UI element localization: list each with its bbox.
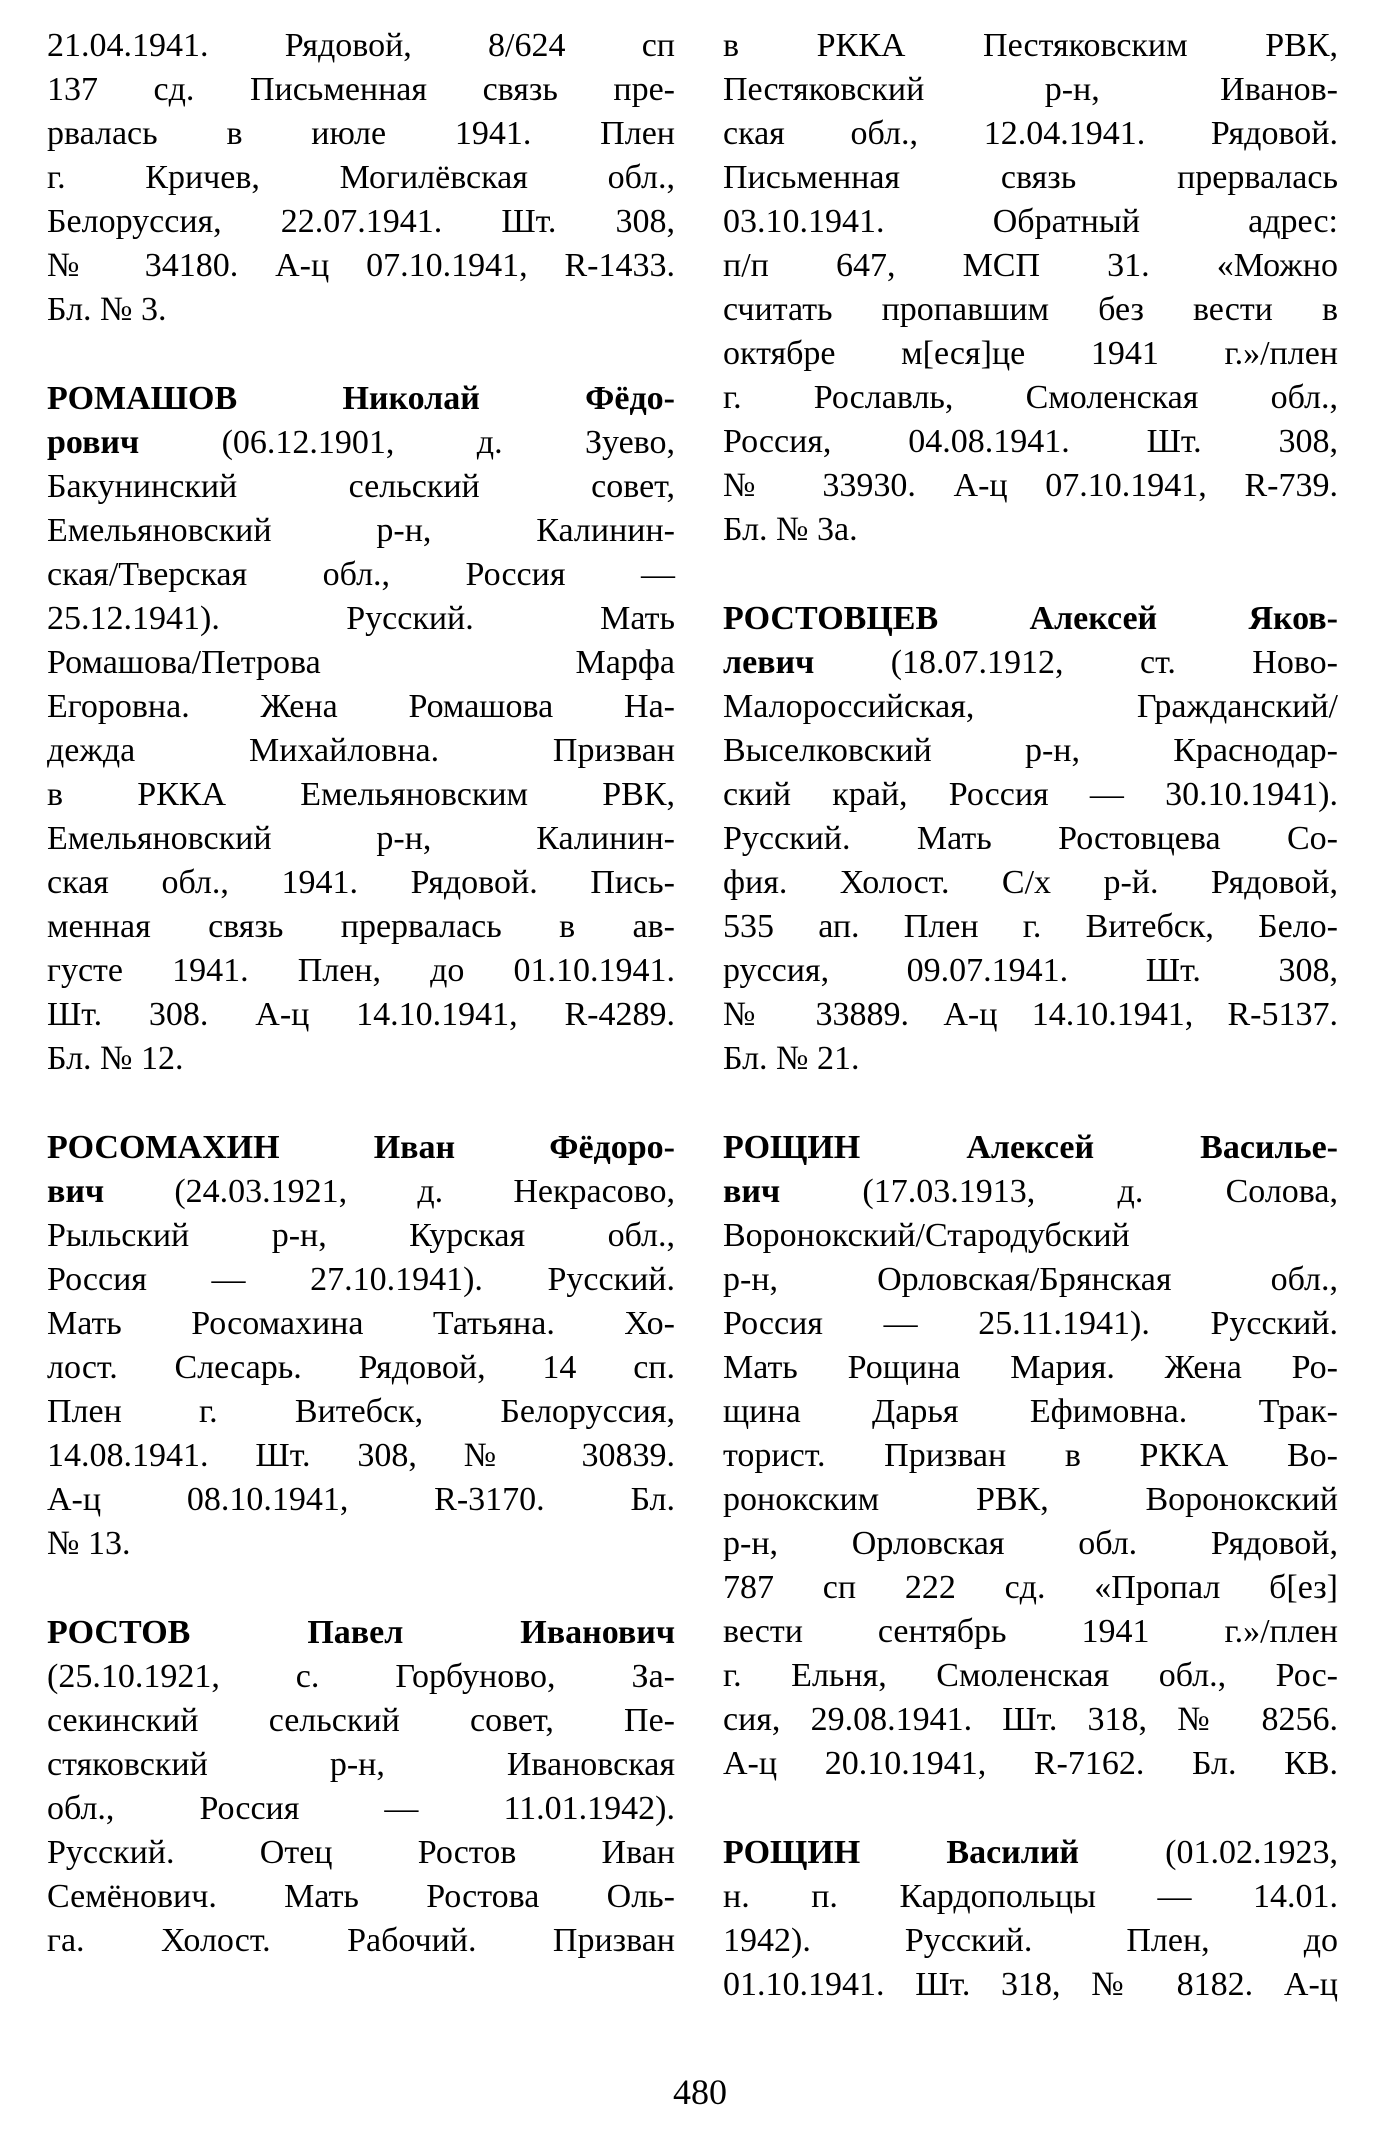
entry-text: Россия, 04.08.1941. Шт. 308,: [723, 423, 1338, 460]
entry-text: Бакунинский сельский совет,: [47, 468, 675, 505]
column: [723, 24, 1338, 2007]
text-line: [723, 729, 1338, 773]
entry-text: Русский. Мать Ростовцева Со-: [723, 820, 1338, 857]
text-line: [47, 861, 675, 905]
text-line: [723, 641, 1338, 685]
entry-text: п/п 647, МСП 31. «Можно: [723, 247, 1338, 284]
text-line: [47, 288, 675, 332]
entry-name-text: рович: [47, 424, 222, 461]
entry-text: Россия — 25.11.1941). Русский.: [723, 1305, 1338, 1342]
text-line: [723, 68, 1338, 112]
text-line: [47, 421, 675, 465]
entry-text: Бл. № 21.: [723, 1040, 860, 1077]
entry-text: ская обл., 12.04.1941. Рядовой.: [723, 115, 1338, 152]
entry-paragraph: [47, 1126, 675, 1566]
entry-paragraph: [723, 597, 1338, 1081]
entry-text: Егоровна. Жена Ромашова На-: [47, 688, 675, 725]
text-line: [723, 685, 1338, 729]
text-line: [723, 24, 1338, 68]
column: [47, 24, 675, 2007]
text-line: [47, 685, 675, 729]
text-line: [47, 949, 675, 993]
entry-text: секинский сельский совет, Пе-: [47, 1702, 675, 1739]
text-line: [723, 244, 1338, 288]
entry-text: Бл. № 3.: [47, 291, 167, 328]
text-line: [723, 200, 1338, 244]
entry-text: 14.08.1941. Шт. 308, № 30839.: [47, 1437, 675, 1474]
text-line: [723, 949, 1338, 993]
text-line: [47, 1611, 675, 1655]
entry-text: № 33889. А-ц 14.10.1941, R-5137.: [723, 996, 1338, 1033]
text-line: [47, 553, 675, 597]
text-line: [47, 905, 675, 949]
entry-text: (01.02.1923,: [1165, 1834, 1338, 1871]
entry-text: Мать Рощина Мария. Жена Ро-: [723, 1349, 1338, 1386]
entry-text: (17.03.1913, д. Солова,: [862, 1173, 1338, 1210]
entry-text: Белоруссия, 22.07.1941. Шт. 308,: [47, 203, 675, 240]
entry-text: № 33930. А-ц 07.10.1941, R-739.: [723, 467, 1338, 504]
text-line: [47, 1037, 675, 1081]
entry-text: менная связь прервалась в ав-: [47, 908, 675, 945]
entry-text: октябре м[еся]це 1941 г.»/плен: [723, 335, 1338, 372]
text-line: [723, 376, 1338, 420]
entry-text: ронокским РВК, Воронокский: [723, 1481, 1338, 1518]
text-line: [47, 993, 675, 1037]
entry-text: Бл. № 3а.: [723, 511, 858, 548]
text-line: [723, 1434, 1338, 1478]
text-line: [723, 861, 1338, 905]
entry-text: Ромашова/Петрова Марфа: [47, 644, 675, 681]
text-line: [47, 597, 675, 641]
text-line: [723, 1566, 1338, 1610]
text-line: [47, 729, 675, 773]
entry-text: Рыльский р-н, Курская обл.,: [47, 1217, 675, 1254]
entry-name-text: РОЩИН Василий: [723, 1834, 1166, 1871]
entry-text: Россия — 27.10.1941). Русский.: [47, 1261, 675, 1298]
text-line: [47, 244, 675, 288]
entry-text: А-ц 20.10.1941, R-7162. Бл. КВ.: [723, 1745, 1338, 1782]
text-line: [47, 465, 675, 509]
text-line: [723, 1522, 1338, 1566]
entry-text: считать пропавшим без вести в: [723, 291, 1338, 328]
text-line: [47, 773, 675, 817]
entry-text: Русский. Отец Ростов Иван: [47, 1834, 675, 1871]
entry-text: Емельяновский р-н, Калинин-: [47, 820, 675, 857]
text-line: [47, 1478, 675, 1522]
entry-name-text: РОМАШОВ Николай Фёдо-: [47, 380, 675, 417]
text-line: [723, 1963, 1338, 2007]
text-line: [723, 1126, 1338, 1170]
text-line: [47, 1258, 675, 1302]
entry-text: А-ц 08.10.1941, R-3170. Бл.: [47, 1481, 675, 1518]
text-line: [723, 156, 1338, 200]
entry-text: руссия, 09.07.1941. Шт. 308,: [723, 952, 1338, 989]
entry-text: 21.04.1941. Рядовой, 8/624 сп: [47, 27, 675, 64]
entry-text: (06.12.1901, д. Зуево,: [221, 424, 675, 461]
text-line: [723, 1875, 1338, 1919]
entry-name-text: вич: [47, 1173, 175, 1210]
entry-text: га. Холост. Рабочий. Призван: [47, 1922, 675, 1959]
entry-text: дежда Михайловна. Призван: [47, 732, 675, 769]
entry-text: 25.12.1941). Русский. Мать: [47, 600, 675, 637]
entry-text: № 34180. А-ц 07.10.1941, R-1433.: [47, 247, 675, 284]
text-line: [47, 1875, 675, 1919]
entry-text: густе 1941. Плен, до 01.10.1941.: [47, 952, 675, 989]
entry-text: г. Кричев, Могилёвская обл.,: [47, 159, 675, 196]
entry-text: обл., Россия — 11.01.1942).: [47, 1790, 675, 1827]
text-line: [723, 993, 1338, 1037]
entry-paragraph: [723, 1126, 1338, 1786]
entry-name-text: вич: [723, 1173, 863, 1210]
entry-text: Мать Росомахина Татьяна. Хо-: [47, 1305, 675, 1342]
text-line: [723, 1346, 1338, 1390]
entry-text: стяковский р-н, Ивановская: [47, 1746, 675, 1783]
entry-text: № 13.: [47, 1525, 131, 1562]
entry-text: 787 сп 222 сд. «Пропал б[ез]: [723, 1569, 1338, 1606]
text-line: [47, 1787, 675, 1831]
text-line: [47, 200, 675, 244]
entry-text: Семёнович. Мать Ростова Оль-: [47, 1878, 675, 1915]
text-line: [723, 464, 1338, 508]
entry-text: (18.07.1912, ст. Ново-: [890, 644, 1339, 681]
text-line: [723, 1698, 1338, 1742]
entry-text: в РККА Емельяновским РВК,: [47, 776, 675, 813]
text-columns: [47, 24, 1338, 2007]
text-line: [47, 1126, 675, 1170]
entry-text: лост. Слесарь. Рядовой, 14 сп.: [47, 1349, 675, 1386]
entry-text: Бл. № 12.: [47, 1040, 184, 1077]
entry-text: Выселковский р-н, Краснодар-: [723, 732, 1338, 769]
text-line: [723, 905, 1338, 949]
text-line: [47, 112, 675, 156]
text-line: [723, 508, 1338, 552]
page-number: 480: [673, 2072, 727, 2112]
text-line: [47, 1743, 675, 1787]
text-line: [723, 1919, 1338, 1963]
entry-paragraph: [723, 1831, 1338, 2007]
text-line: [47, 1831, 675, 1875]
entry-text: Пестяковский р-н, Иванов-: [723, 71, 1338, 108]
text-line: [723, 1258, 1338, 1302]
entry-name-text: РОСОМАХИН Иван Фёдоро-: [47, 1129, 675, 1166]
text-line: [47, 817, 675, 861]
entry-text: ская/Тверская обл., Россия —: [47, 556, 675, 593]
text-line: [47, 1346, 675, 1390]
text-line: [47, 156, 675, 200]
text-line: [47, 1655, 675, 1699]
text-line: [47, 1522, 675, 1566]
entry-paragraph: [47, 1611, 675, 1963]
entry-text: Воронокский/Стародубский: [723, 1217, 1130, 1254]
text-line: [723, 112, 1338, 156]
entry-text: (24.03.1921, д. Некрасово,: [174, 1173, 675, 1210]
text-line: [723, 1742, 1338, 1786]
entry-name-text: РОСТОВЦЕВ Алексей Яков-: [723, 600, 1338, 637]
entry-text: торист. Призван в РККА Во-: [723, 1437, 1338, 1474]
entry-text: Плен г. Витебск, Белоруссия,: [47, 1393, 675, 1430]
entry-text: ский край, Россия — 30.10.1941).: [723, 776, 1338, 813]
entry-text: Малороссийская, Гражданский/: [723, 688, 1338, 725]
entry-text: ская обл., 1941. Рядовой. Пись-: [47, 864, 675, 901]
text-line: [723, 332, 1338, 376]
entry-text: р-н, Орловская обл. Рядовой,: [723, 1525, 1338, 1562]
text-line: [47, 1390, 675, 1434]
text-line: [723, 817, 1338, 861]
entry-text: 03.10.1941. Обратный адрес:: [723, 203, 1338, 240]
entry-name-text: левич: [723, 644, 891, 681]
text-line: [723, 1654, 1338, 1698]
entry-text: сия, 29.08.1941. Шт. 318, № 8256.: [723, 1701, 1338, 1738]
entry-paragraph: [47, 24, 675, 332]
text-line: [47, 641, 675, 685]
text-line: [47, 1699, 675, 1743]
text-line: [723, 1390, 1338, 1434]
entry-paragraph: [723, 24, 1338, 552]
entry-text: в РККА Пестяковским РВК,: [723, 27, 1338, 64]
text-line: [47, 1214, 675, 1258]
entry-text: 535 ап. Плен г. Витебск, Бело-: [723, 908, 1338, 945]
entry-text: г. Ельня, Смоленская обл., Рос-: [723, 1657, 1338, 1694]
text-line: [723, 773, 1338, 817]
text-line: [47, 377, 675, 421]
entry-text: вести сентябрь 1941 г.»/плен: [723, 1613, 1338, 1650]
entry-text: фия. Холост. С/х р-й. Рядовой,: [723, 864, 1338, 901]
text-line: [47, 509, 675, 553]
entry-text: Емельяновский р-н, Калинин-: [47, 512, 675, 549]
entry-text: 01.10.1941. Шт. 318, № 8182. А-ц: [723, 1966, 1338, 2003]
text-line: [723, 420, 1338, 464]
text-line: [723, 597, 1338, 641]
entry-text: г. Рославль, Смоленская обл.,: [723, 379, 1338, 416]
text-line: [723, 1831, 1338, 1875]
text-line: [723, 288, 1338, 332]
entry-text: н. п. Кардопольцы — 14.01.: [723, 1878, 1338, 1915]
entry-paragraph: [47, 377, 675, 1081]
entry-name-text: РОЩИН Алексей Василье-: [723, 1129, 1338, 1166]
entry-text: рвалась в июле 1941. Плен: [47, 115, 675, 152]
text-line: [723, 1478, 1338, 1522]
text-line: [47, 1919, 675, 1963]
text-line: [723, 1037, 1338, 1081]
text-line: [47, 1434, 675, 1478]
text-line: [47, 24, 675, 68]
text-line: [723, 1170, 1338, 1214]
text-line: [47, 1302, 675, 1346]
text-line: [723, 1610, 1338, 1654]
text-line: [723, 1302, 1338, 1346]
entry-text: щина Дарья Ефимовна. Трак-: [723, 1393, 1338, 1430]
entry-text: (25.10.1921, с. Горбуново, За-: [47, 1658, 675, 1695]
entry-text: р-н, Орловская/Брянская обл.,: [723, 1261, 1338, 1298]
entry-name-text: РОСТОВ Павел Иванович: [47, 1614, 675, 1651]
text-line: [47, 1170, 675, 1214]
text-line: [47, 68, 675, 112]
entry-text: 137 сд. Письменная связь пре-: [47, 71, 675, 108]
entry-text: 1942). Русский. Плен, до: [723, 1922, 1338, 1959]
entry-text: Письменная связь прервалась: [723, 159, 1338, 196]
text-line: [723, 1214, 1338, 1258]
entry-text: Шт. 308. А-ц 14.10.1941, R-4289.: [47, 996, 675, 1033]
